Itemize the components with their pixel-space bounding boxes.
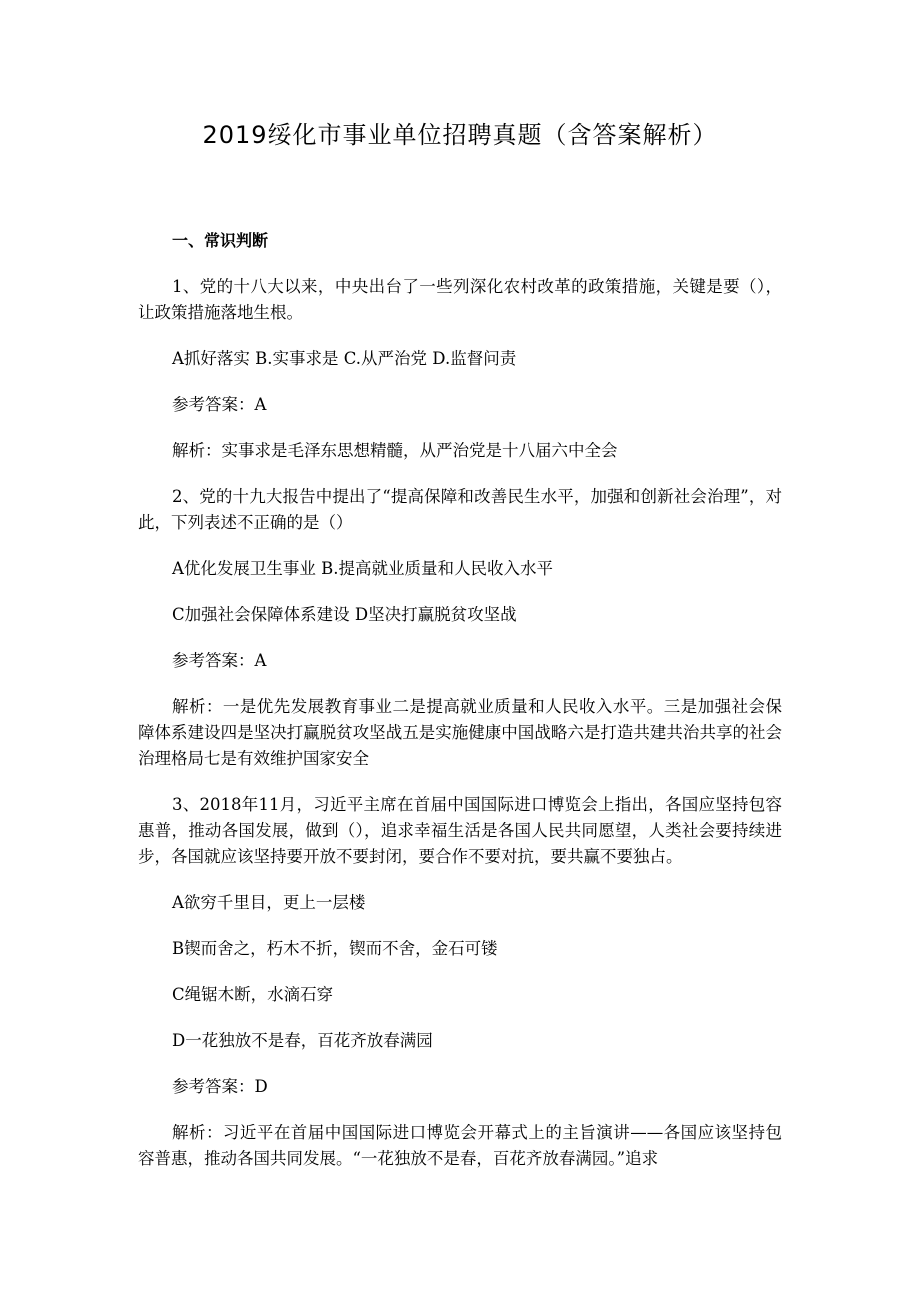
question-2: 2、党的十九大报告中提出了“提高保障和改善民生水平，加强和创新社会治理”，对此，下列表述不正确的是（） — [138, 487, 782, 532]
question-2-answer: 参考答案：A — [172, 651, 267, 670]
question-1-analysis: 解析：实事求是毛泽东思想精髓，从严治党是十八届六中全会 — [172, 441, 618, 460]
question-3-answer: 参考答案：D — [172, 1077, 268, 1096]
question-3-option-a: A欲穷千里目，更上一层楼 — [172, 893, 366, 912]
question-3-option-b: B锲而舍之，朽木不折，锲而不舍，金石可镂 — [172, 939, 498, 958]
question-1-options: A抓好落实 B.实事求是 C.从严治党 D.监督问责 — [172, 349, 517, 368]
question-3: 3、2018年11月，习近平主席在首届中国国际进口博览会上指出，各国应坚持包容惠普，推动各国发展，做到（），追求幸福生活是各国人民共同愿望，人类社会要持续进步，各国就应该坚持要开放不要封闭，要合作不要对抗，要共赢不要独占。 — [138, 795, 782, 866]
question-1-answer: 参考答案：A — [172, 395, 267, 414]
document-title: 2019绥化市事业单位招聘真题（含答案解析） — [202, 121, 718, 149]
question-1: 1、党的十八大以来，中央出台了一些列深化农村改革的政策措施，关键是要（），让政策措施落地生根。 — [138, 277, 782, 322]
question-3-option-c: C绳锯木断，水滴石穿 — [172, 985, 334, 1004]
section-heading: 一、常识判断 — [172, 231, 269, 250]
question-2-options-line2: C加强社会保障体系建设 D坚决打赢脱贫攻坚战 — [172, 605, 517, 624]
question-3-option-d: D一花独放不是春，百花齐放春满园 — [172, 1031, 433, 1050]
question-2-options-line1: A优化发展卫生事业 B.提高就业质量和人民收入水平 — [172, 559, 554, 578]
document-body — [138, 228, 782, 1192]
question-2-analysis: 解析：一是优先发展教育事业二是提高就业质量和人民收入水平。三是加强社会保障体系建设四是坚决打赢脱贫攻坚战五是实施健康中国战略六是打造共建共治共享的社会治理格局七是有效维护国家安全 — [138, 697, 782, 768]
question-3-analysis: 解析：习近平在首届中国国际进口博览会开幕式上的主旨演讲——各国应该坚持包容普惠，推动各国共同发展。“一花独放不是春，百花齐放春满园。”追求 — [138, 1123, 782, 1168]
